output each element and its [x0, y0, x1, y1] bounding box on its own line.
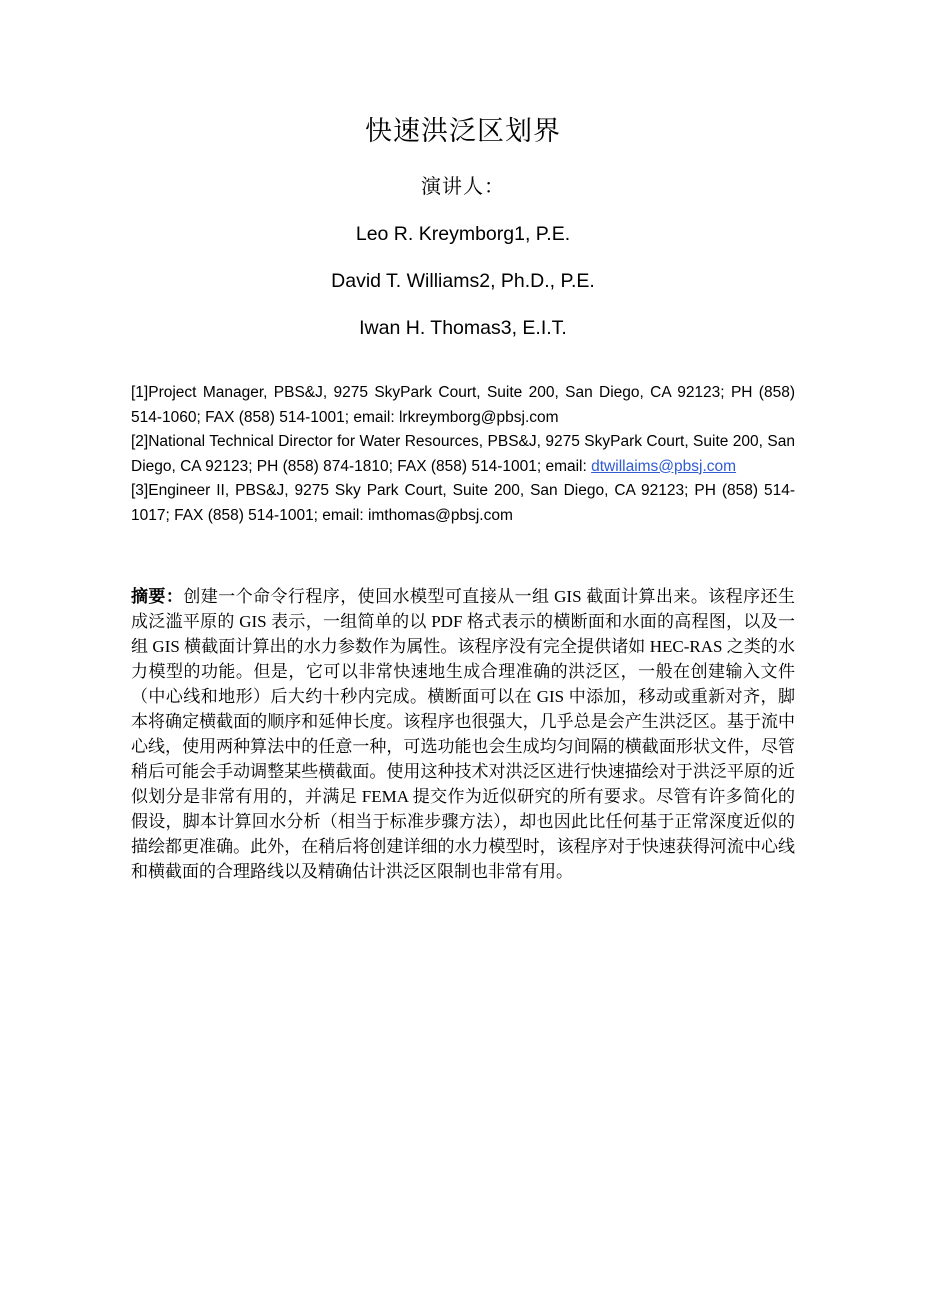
author-line-3: Iwan H. Thomas3, E.I.T.: [359, 317, 567, 339]
affiliation-paragraph-2: [131, 430, 795, 479]
author-line-1: Leo R. Kreymborg1, P.E.: [355, 223, 571, 245]
affiliation-email-1: lrkreymborg@pbsj.com: [398, 408, 559, 426]
affiliation-text-2: [2]National Technical Director for Water Resources, PBS&J, 9275 SkyPark Court, Suite 200, San Diego, CA 92123; PH (858) 874-1810; FAX (858) 514-1001; email:: [131, 433, 795, 475]
email-link[interactable]: dtwillaims@pbsj.com: [591, 457, 737, 475]
page-content: [131, 0, 795, 884]
presenter-label: 演讲人：: [421, 176, 505, 198]
abstract-body: 创建一个命令行程序，使回水模型可直接从一组 GIS 截面计算出来。该程序还生成泛滥平原的 GIS 表示，一组简单的以 PDF 格式表示的横断面和水面的高程图，以及一组 GIS 横截面计算出的水力参数作为属性。该程序没有完全提供诸如 HEC-RAS 之类的水力模型的功能。但是，它可以非常快速地生成合理准确的洪泛区，一般在创建输入文件（中心线和地形）后大约十秒内完成。横断面可以在 GIS 中添加，移动或重新对齐，脚本将确定横截面的顺序和延伸长度。该程序也很强大，几乎总是会产生洪泛区。基于流中心线，使用两种算法中的任意一种，可选功能也会生成均匀间隔的横截面形状文件，尽管稍后可能会手动调整某些横截面。使用这种技术对洪泛区进行快速描绘对于洪泛平原的近似划分是非常有用的，并满足 FEMA 提交作为近似研究的所有要求。尽管有许多简化的假设，脚本计算回水分析（相当于标准步骤方法），却也因此比任何基于正常深度近似的描绘都更准确。此外，在稍后将创建详细的水力模型时，该程序对于快速获得河流中心线和横截面的合理路线以及精确估计洪泛区限制也非常有用。: [131, 587, 795, 881]
document-title: 快速洪泛区划界: [365, 116, 561, 146]
affiliation-paragraph-3: [131, 479, 795, 528]
affiliation-email-3: imthomas@pbsj.com: [367, 506, 513, 524]
affiliation-paragraph-1: [131, 381, 795, 430]
affiliation-text-3: [3]Engineer II, PBS&J, 9275 Sky Park Court, Suite 200, San Diego, CA 92123; PH (858) 514-1017; FAX (858) 514-1001; email:: [131, 482, 795, 524]
author-line-2: David T. Williams2, Ph.D., P.E.: [331, 270, 595, 292]
abstract-paragraph: [131, 584, 795, 884]
abstract-label: 摘要：: [131, 587, 184, 606]
affiliations-block: [131, 381, 795, 528]
affiliation-text-1: [1]Project Manager, PBS&J, 9275 SkyPark Court, Suite 200, San Diego, CA 92123; PH (858) 514-1060; FAX (858) 514-1001; email:: [131, 384, 795, 426]
